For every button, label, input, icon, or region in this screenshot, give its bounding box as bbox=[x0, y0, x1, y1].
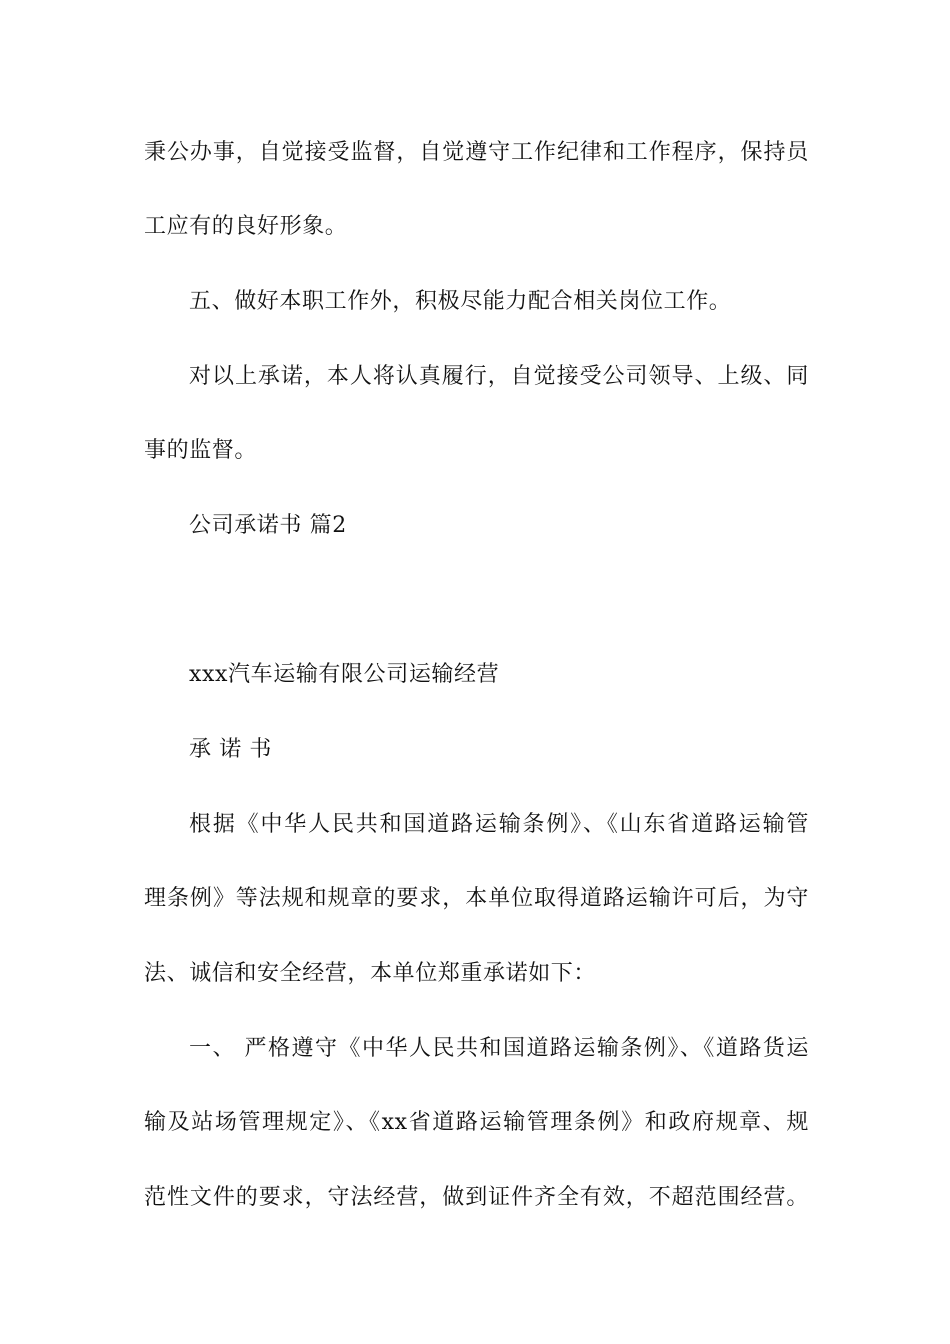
paragraph-line: 工应有的良好形象。 bbox=[144, 214, 348, 239]
paragraph-line: 法、诚信和安全经营，本单位郑重承诺如下： bbox=[144, 961, 597, 986]
paragraph-line: 事的监督。 bbox=[144, 438, 258, 463]
paragraph-line: 五、做好本职工作外，积极尽能力配合相关岗位工作。 bbox=[189, 289, 732, 314]
paragraph-line: 秉公办事，自觉接受监督，自觉遵守工作纪律和工作程序，保持员 bbox=[144, 140, 809, 165]
paragraph-line: 范性文件的要求，守法经营，做到证件齐全有效，不超范围经营。 bbox=[144, 1185, 809, 1210]
paragraph-line: 输及站场管理规定》、《xx省道路运输管理条例》和政府规章、规 bbox=[144, 1110, 809, 1135]
paragraph-line: 对以上承诺，本人将认真履行，自觉接受公司领导、上级、同 bbox=[189, 364, 809, 389]
paragraph-line: 理条例》等法规和规章的要求，本单位取得道路运输许可后，为守 bbox=[144, 886, 809, 911]
paragraph-line: 根据《中华人民共和国道路运输条例》、《山东省道路运输管 bbox=[189, 812, 809, 837]
section-heading: 公司承诺书 篇2 bbox=[189, 513, 347, 538]
paragraph-line: 一、 严格遵守《中华人民共和国道路运输条例》、《道路货运 bbox=[189, 1036, 809, 1061]
document-title: xxx汽车运输有限公司运输经营 bbox=[189, 662, 500, 687]
document-subtitle: 承 诺 书 bbox=[189, 737, 272, 762]
